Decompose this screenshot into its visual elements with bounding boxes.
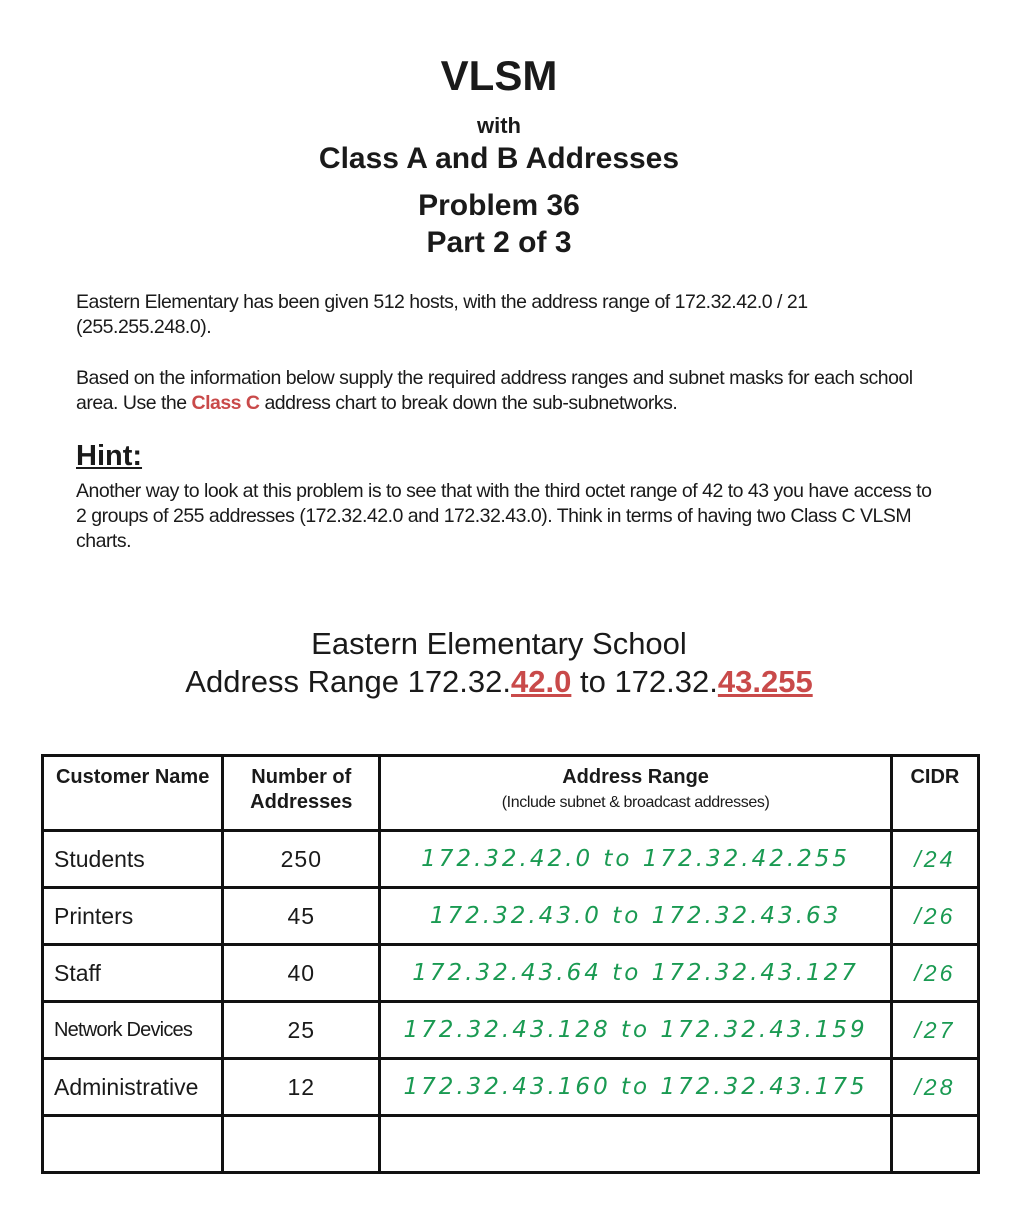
address-range-heading xyxy=(0,664,998,700)
row-cidr: /24 xyxy=(891,831,978,888)
row-cidr: /28 xyxy=(891,1059,978,1116)
header-address-range-note: (Include subnet & broadcast addresses) xyxy=(501,794,770,811)
row-address-range: 172.32.43.160 to 172.32.43.175 xyxy=(380,1059,892,1116)
range-mid: to 172.32. xyxy=(571,664,718,699)
intro-paragraph-1: Eastern Elementary has been given 512 hosts, with the address range of 172.32.42.0 / 21 (255.255.248.0). xyxy=(76,291,808,338)
row-address-range: 172.32.43.64 to 172.32.43.127 xyxy=(380,945,892,1002)
table-row xyxy=(43,831,979,888)
page-subtitle: Class A and B Addresses xyxy=(318,142,680,175)
row-count: 12 xyxy=(223,1059,380,1116)
row-name: Printers xyxy=(43,888,223,945)
row-name: Administrative xyxy=(43,1059,223,1116)
row-address-range: 172.32.43.0 to 172.32.43.63 xyxy=(380,888,892,945)
row-name: Staff xyxy=(43,945,223,1002)
range-end-highlight: 43.255 xyxy=(717,664,813,699)
header-address-range-label: Address Range xyxy=(562,766,709,788)
row-address-range: 172.32.43.128 to 172.32.43.159 xyxy=(380,1002,892,1059)
row-count: 40 xyxy=(223,945,380,1002)
table-header-row xyxy=(43,756,979,831)
problem-number: Problem 36 xyxy=(418,189,580,222)
row-address-range[interactable] xyxy=(380,1116,892,1173)
table-row xyxy=(43,1116,979,1173)
title-with: with xyxy=(477,113,521,138)
table-row xyxy=(43,1002,979,1059)
range-prefix: Address Range 172.32. xyxy=(185,664,512,699)
school-name: Eastern Elementary School xyxy=(311,626,687,661)
class-c-highlight: Class C xyxy=(191,392,260,414)
header-number-of-addresses: Number of Addresses xyxy=(223,756,380,831)
hint-text: Another way to look at this problem is to see that with the third octet range of 42 to 43 you have access to 2 groups of 255 addresses (172.32.42.0 and 172.32.43.0). Think in terms of having two Class C VLSM charts. xyxy=(76,480,932,552)
header-address-range xyxy=(380,756,892,831)
intro-paragraph-2 xyxy=(76,366,936,416)
table-row xyxy=(43,888,979,945)
row-cidr[interactable] xyxy=(891,1116,978,1173)
row-count: 250 xyxy=(223,831,380,888)
row-count[interactable] xyxy=(223,1116,380,1173)
header-cidr: CIDR xyxy=(891,756,978,831)
part-number: Part 2 of 3 xyxy=(426,226,572,259)
row-address-range: 172.32.42.0 to 172.32.42.255 xyxy=(380,831,892,888)
row-name[interactable] xyxy=(43,1116,223,1173)
row-name: Network Devices xyxy=(43,1002,223,1059)
row-name: Students xyxy=(43,831,223,888)
vlsm-table xyxy=(41,754,980,1174)
header-customer-name: Customer Name xyxy=(43,756,223,831)
intro-p2-after: address chart to break down the sub-subnetworks. xyxy=(259,392,678,414)
table-row xyxy=(43,945,979,1002)
row-cidr: /26 xyxy=(891,945,978,1002)
range-start-highlight: 42.0 xyxy=(511,664,572,699)
table-row xyxy=(43,1059,979,1116)
intro-p2-before: Based on the information below supply the required address ranges and subnet masks for each school area. Use the xyxy=(76,367,913,414)
row-count: 45 xyxy=(223,888,380,945)
row-cidr: /27 xyxy=(891,1002,978,1059)
row-cidr: /26 xyxy=(891,888,978,945)
page-title: VLSM xyxy=(440,52,558,99)
hint-heading: Hint: xyxy=(76,440,143,472)
row-count: 25 xyxy=(223,1002,380,1059)
